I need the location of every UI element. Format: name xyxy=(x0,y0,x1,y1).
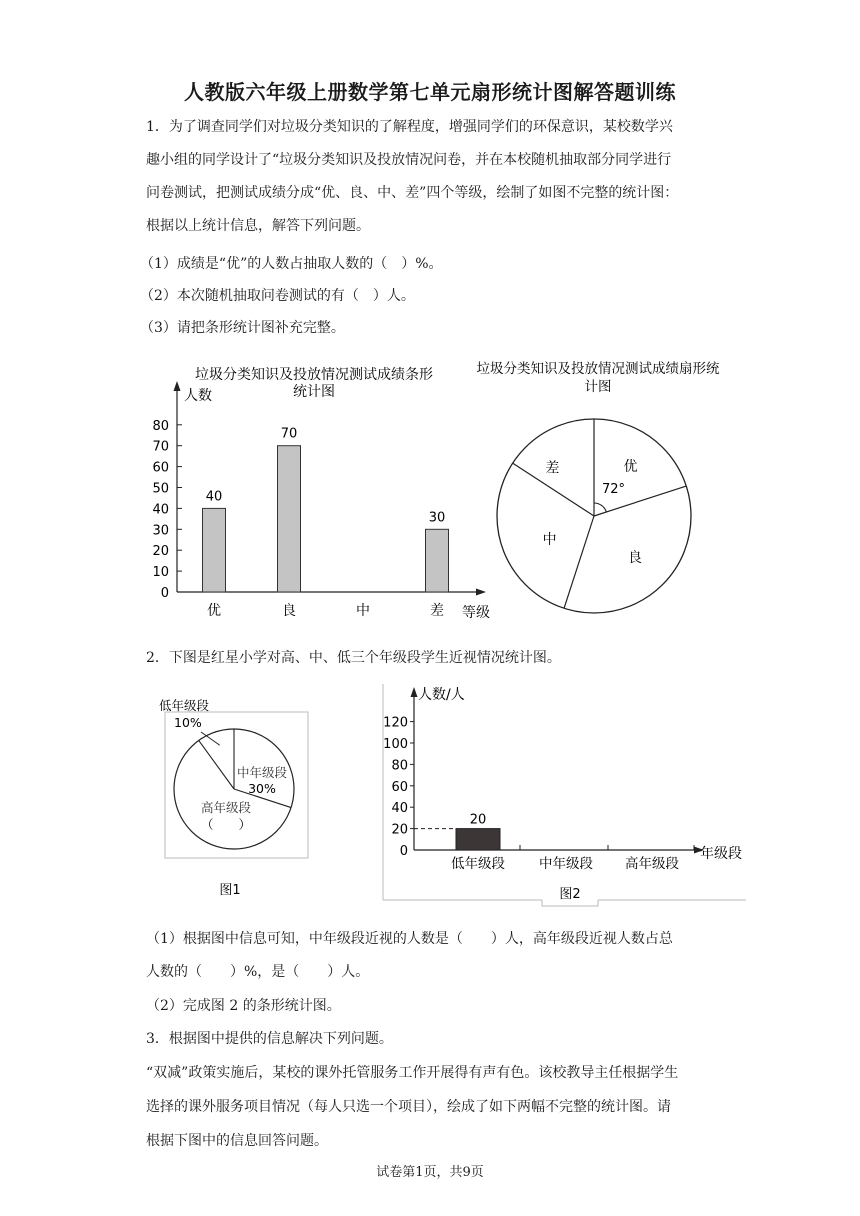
figure1-mid-label: 中年级段 xyxy=(236,765,288,780)
bar-chart-y-tick-label: 70 xyxy=(152,439,169,455)
pie-chart-slice-label: 差 xyxy=(545,460,560,477)
bar-chart-y-tick-label: 0 xyxy=(160,586,169,601)
pie-chart-slice-label: 中 xyxy=(542,532,557,549)
bar-chart-y-tick-label: 40 xyxy=(152,502,169,518)
bar-chart-x-tick-label: 差 xyxy=(430,603,444,619)
figure2-x-tick-label: 低年级段 xyxy=(451,856,505,872)
pie-chart-angle-label: 72° xyxy=(602,482,626,497)
figure2-y-tick-label: 40 xyxy=(391,801,408,817)
pie-chart-slices xyxy=(497,419,691,613)
q3-line-1: “双减”政策实施后，某校的课外托管服务工作开展得有声有色。该校教导主任根据学生 xyxy=(146,1065,679,1081)
pie-chart-title-line-1: 垃圾分类知识及投放情况测试成绩扇形统 xyxy=(476,361,720,377)
figure2-y-tick-label: 20 xyxy=(391,822,408,838)
bar-chart-data-label: 40 xyxy=(205,489,223,505)
figure2-y-tick-label: 60 xyxy=(391,779,408,795)
q3-line-2: 选择的课外服务项目情况（每人只选一个项目），绘成了如下两幅不完整的统计图。请 xyxy=(146,1099,671,1115)
figure1-high-label: 高年级段 xyxy=(200,800,252,815)
figure2-data-label: 20 xyxy=(469,812,487,828)
figure1-high-percent: （ ） xyxy=(200,817,252,832)
pie-chart-slice-label: 良 xyxy=(628,550,643,567)
figure1-caption: 图1 xyxy=(219,883,241,898)
q1-line-1: 1．为了调查同学们对垃圾分类知识的了解程度，增强同学们的环保意识，某校数学兴 xyxy=(146,119,673,135)
bar-chart-y-tick-label: 60 xyxy=(152,460,169,476)
bar-chart-y-tick-label: 30 xyxy=(152,523,169,539)
figure2-y-tick-label: 80 xyxy=(391,758,408,774)
myopia-pie-figure xyxy=(148,692,318,898)
q1-sub-3: （3）请把条形统计图补充完整。 xyxy=(140,320,345,336)
figure2-x-label: 年级段 xyxy=(700,846,742,862)
figure2-bars xyxy=(414,813,694,872)
figure2-y-ticks xyxy=(383,716,414,859)
bar-chart-x-tick-label: 优 xyxy=(207,603,221,619)
bar-chart-x-tick-label: 良 xyxy=(282,603,296,619)
bar-chart-bar xyxy=(203,508,226,592)
bar-chart-x-tick-label: 中 xyxy=(356,603,370,619)
figure2-y-arrow xyxy=(411,687,418,697)
figure2-y-tick-label: 0 xyxy=(399,844,408,859)
bar-chart-bar xyxy=(426,529,449,592)
bar-chart-bar xyxy=(278,446,301,592)
q3-intro: 3．根据图中提供的信息解决下列问题。 xyxy=(146,1031,393,1047)
figure2-caption: 图2 xyxy=(559,887,581,902)
page-title: 人教版六年级上册数学第七单元扇形统计图解答题训练 xyxy=(184,80,676,104)
figure1-low-percent: 10% xyxy=(174,715,202,730)
grade-bar-chart xyxy=(140,358,500,628)
bar-chart-bars xyxy=(203,427,449,619)
q3-line-3: 根据下图中的信息回答问题。 xyxy=(146,1133,328,1149)
bar-chart-y-tick-label: 20 xyxy=(152,544,169,560)
figure1-low-label: 低年级段 xyxy=(159,698,210,713)
q2-sub-2: （2）完成图 2 的条形统计图。 xyxy=(146,998,341,1014)
figure2-y-label: 人数/人 xyxy=(418,687,465,703)
bar-chart-y-arrow xyxy=(174,381,181,391)
bar-chart-x-label: 等级 xyxy=(462,605,490,621)
bar-chart-title-line-2: 统计图 xyxy=(293,384,335,400)
bar-chart-data-label: 30 xyxy=(428,510,446,526)
bar-chart-x-arrow xyxy=(476,589,486,596)
bar-chart-y-tick-label: 10 xyxy=(152,565,169,581)
figure2-x-tick-label: 中年级段 xyxy=(539,856,593,872)
myopia-bar-figure xyxy=(380,682,760,907)
q1-line-3: 问卷测试，把测试成绩分成“优、良、中、差”四个等级，绘制了如图不完整的统计图： xyxy=(146,185,679,201)
figure2-x-tick-label: 高年级段 xyxy=(625,856,679,872)
page-footer: 试卷第1页，共9页 xyxy=(376,1165,484,1180)
q2-sub-1-line-2: 人数的（ ）%，是（ ）人。 xyxy=(146,964,370,980)
q1-sub-2: （2）本次随机抽取问卷测试的有（ ）人。 xyxy=(140,288,415,304)
figure1-pie xyxy=(159,698,294,849)
q1-line-4: 根据以上统计信息，解答下列问题。 xyxy=(146,218,370,234)
q1-sub-1: （1）成绩是“优”的人数占抽取人数的（ ）%。 xyxy=(140,256,443,272)
bar-chart-title-line-1: 垃圾分类知识及投放情况测试成绩条形 xyxy=(195,367,433,383)
figure2-y-tick-label: 120 xyxy=(383,715,408,731)
bar-chart-data-label: 70 xyxy=(280,426,298,442)
bar-chart-y-tick-label: 80 xyxy=(152,418,169,434)
bar-chart-y-tick-label: 50 xyxy=(152,481,169,497)
figure2-bar xyxy=(456,829,500,850)
q1-line-2: 趣小组的同学设计了“垃圾分类知识及投放情况问卷，并在本校随机抽取部分同学进行 xyxy=(146,152,672,168)
pie-chart-slice-label: 优 xyxy=(623,458,638,475)
q2-intro: 2．下图是红星小学对高、中、低三个年级段学生近视情况统计图。 xyxy=(146,650,561,666)
figure2-y-tick-label: 100 xyxy=(383,737,408,752)
grade-pie-chart xyxy=(476,355,720,617)
q2-sub-1-line-1: （1）根据图中信息可知，中年级段近视的人数是（ ）人，高年级段近视人数占总 xyxy=(146,931,673,947)
pie-chart-title-line-2: 计图 xyxy=(584,379,612,395)
figure1-mid-percent: 30% xyxy=(248,781,276,796)
bar-chart-y-label: 人数 xyxy=(184,388,212,404)
